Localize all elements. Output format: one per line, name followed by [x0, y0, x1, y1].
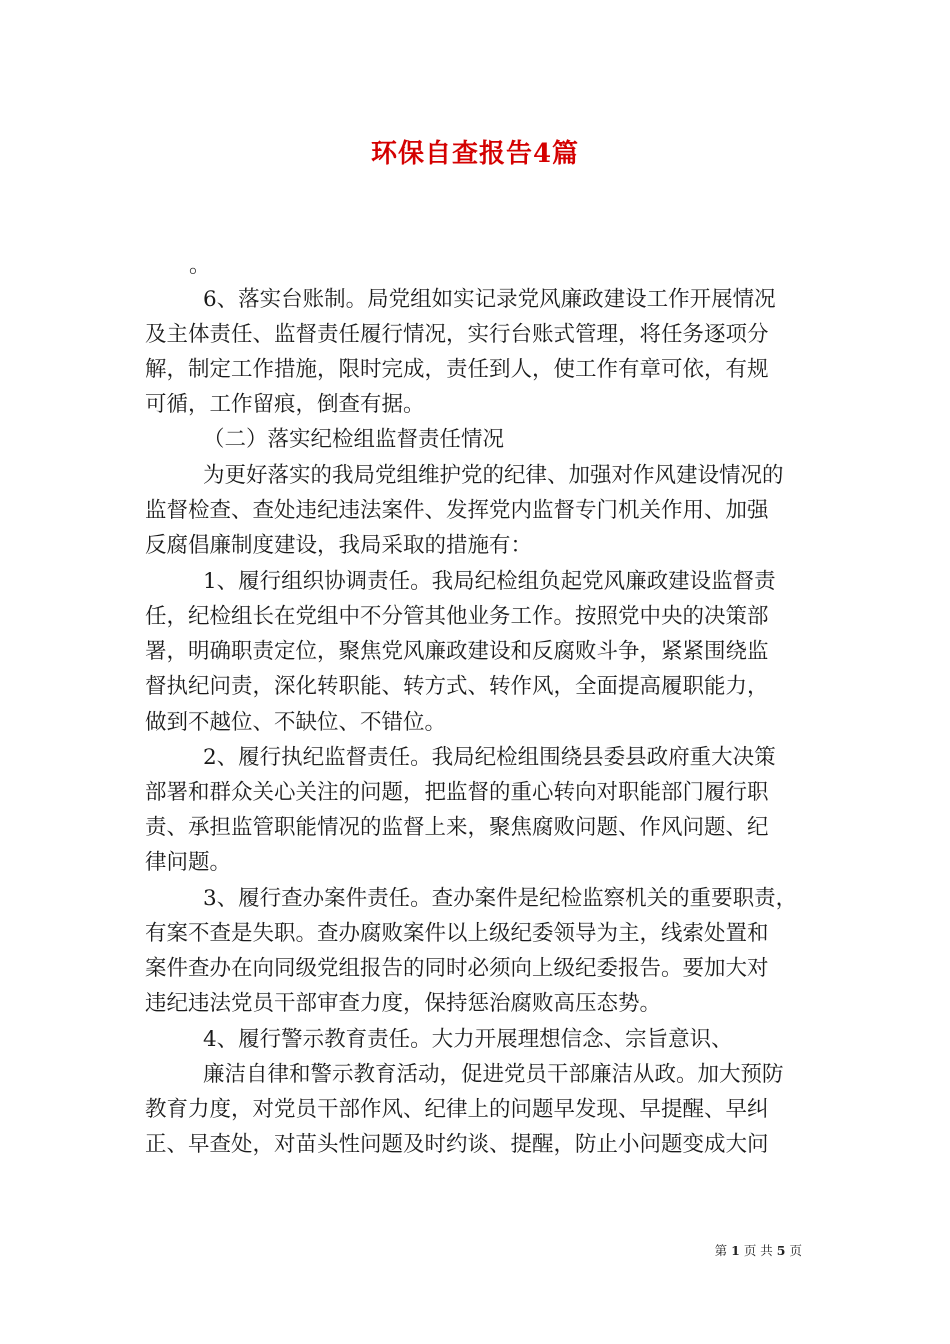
document-title: 环保自查报告4篇: [370, 139, 580, 169]
text-line: 6、落实台账制。局党组如实记录党风廉政建设工作开展情况: [203, 287, 776, 312]
text-line: 为更好落实的我局党组维护党的纪律、加强对作风建设情况的: [203, 463, 784, 488]
text-line: 3、履行查办案件责任。查办案件是纪检监察机关的重要职责，: [203, 886, 798, 911]
text-line: 可循，工作留痕，倒查有据。: [145, 392, 425, 417]
page-number-footer: [715, 1241, 802, 1259]
text-line: 正、早查处，对苗头性问题及时约谈、提醒，防止小问题变成大问: [145, 1132, 769, 1157]
text-line: 。: [189, 253, 211, 278]
footer-prefix: 第: [714, 1243, 728, 1258]
text-line: 教育力度，对党员干部作风、纪律上的问题早发现、早提醒、早纠: [145, 1097, 769, 1122]
footer-middle: 页 共: [743, 1243, 773, 1258]
text-line: 1、履行组织协调责任。我局纪检组负起党风廉政建设监督责: [203, 569, 776, 594]
footer-suffix: 页: [789, 1243, 802, 1258]
text-line: 廉洁自律和警示教育活动，促进党员干部廉洁从政。加大预防: [203, 1062, 784, 1087]
text-line: 监督检查、查处违纪违法案件、发挥党内监督专门机关作用、加强: [145, 498, 769, 523]
text-line: 律问题。: [145, 850, 232, 875]
text-line: 有案不查是失职。查办腐败案件以上级纪委领导为主，线索处置和: [145, 921, 769, 946]
text-line: 做到不越位、不缺位、不错位。: [145, 710, 447, 735]
text-line: 反腐倡廉制度建设，我局采取的措施有：: [145, 533, 533, 558]
text-line: 4、履行警示教育责任。大力开展理想信念、宗旨意识、: [203, 1027, 733, 1052]
text-line: 违纪违法党员干部审查力度，保持惩治腐败高压态势。: [145, 991, 662, 1016]
text-line: 2、履行执纪监督责任。我局纪检组围绕县委县政府重大决策: [203, 745, 776, 770]
text-line: 及主体责任、监督责任履行情况，实行台账式管理，将任务逐项分: [145, 322, 769, 347]
text-line: 部署和群众关心关注的问题，把监督的重心转向对职能部门履行职: [145, 780, 769, 805]
total-page-number: 5: [776, 1243, 786, 1258]
text-line: 任，纪检组长在党组中不分管其他业务工作。按照党中央的决策部: [145, 604, 769, 629]
text-line: 解，制定工作措施，限时完成，责任到人，使工作有章可依，有规: [145, 357, 769, 382]
text-line: 案件查办在向同级党组报告的同时必须向上级纪委报告。要加大对: [145, 956, 769, 981]
section-heading: （二）落实纪检组监督责任情况: [203, 427, 505, 452]
text-line: 责、承担监管职能情况的监督上来，聚焦腐败问题、作风问题、纪: [145, 815, 769, 840]
text-line: 署，明确职责定位，聚焦党风廉政建设和反腐败斗争，紧紧围绕监: [145, 639, 769, 664]
current-page-number: 1: [731, 1243, 740, 1258]
text-line: 督执纪问责，深化转职能、转方式、转作风，全面提高履职能力，: [145, 674, 769, 699]
